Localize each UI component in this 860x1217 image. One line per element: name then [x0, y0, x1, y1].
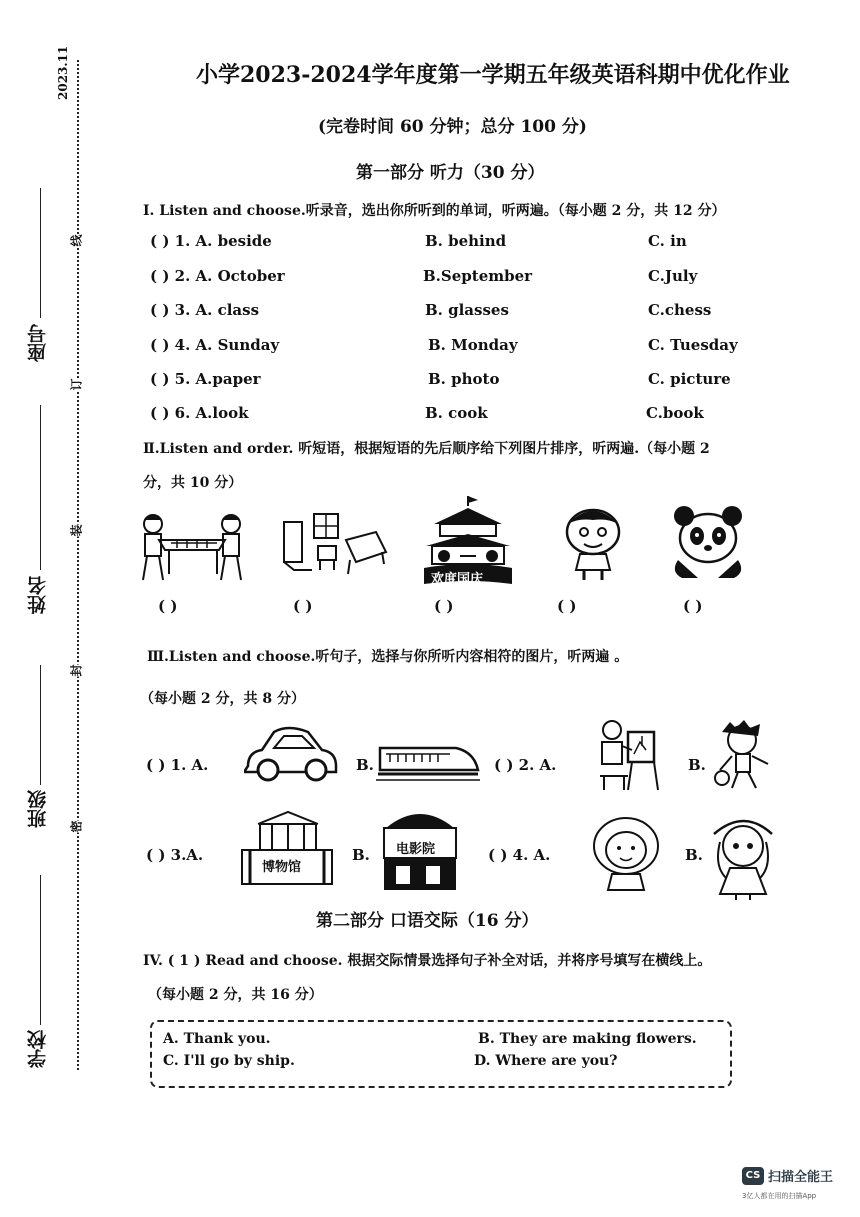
national-day-caption: 欢度国庆 [431, 572, 484, 587]
q4-option-a: ( ) 4. A. Sunday [150, 336, 280, 354]
camscanner-tagline: 3亿人都在用的扫描App [742, 1192, 817, 1200]
q4-option-b: B. Monday [428, 336, 518, 354]
order-blank-1[interactable]: ( ) [158, 597, 178, 615]
section4-points: （每小题 2 分，共 16 分） [148, 987, 323, 1003]
train-icon [376, 728, 480, 784]
order-blank-2[interactable]: ( ) [293, 597, 313, 615]
museum-caption: 博物馆 [262, 856, 301, 875]
section1-instruction: I. Listen and choose.听录音，选出你所听到的单词，听两遍。（每小题 2 分，共 12 分） [143, 203, 726, 219]
q6-option-b: B. cook [425, 404, 488, 422]
section2-instruction: Ⅱ.Listen and order. 听短语，根据短语的先后顺序给下列图片排序，听两遍.（每小题 2 [143, 441, 710, 457]
boy-icon [556, 506, 630, 582]
chess-players-icon [133, 510, 251, 582]
q2-option-a: ( ) 2. A. October [150, 267, 285, 285]
order-blank-5[interactable]: ( ) [683, 597, 703, 615]
camscanner-logo: CS [742, 1167, 764, 1185]
painting-boy-icon [592, 718, 662, 792]
q3-option-c: C.chess [648, 301, 712, 319]
living-room-icon [278, 510, 390, 582]
school-label: 学校 [27, 1030, 49, 1068]
seal-dotted-line [77, 60, 79, 1070]
section3-instruction: Ⅲ.Listen and choose.听句子，选择与你所听内容相符的图片，听两遍 。 [147, 649, 629, 665]
class-label: 班级 [27, 790, 49, 828]
q1-option-b: B. behind [425, 232, 507, 250]
museum-icon [238, 806, 336, 888]
s3-q3-b: B. [352, 846, 370, 864]
s3-q4-b: B. [685, 846, 703, 864]
girl-icon [590, 816, 662, 892]
s3-q4: ( ) 4. A. [488, 846, 551, 864]
seat-number-label: 座号 [27, 324, 49, 362]
class-line [40, 665, 41, 785]
basketball-boy-icon [708, 718, 780, 794]
s3-q1-b: B. [356, 756, 374, 774]
option-c: C. I'll go by ship. [163, 1053, 295, 1069]
school-line [40, 875, 41, 1025]
part1-title: 第一部分 听力（30 分） [356, 163, 545, 183]
q2-option-b: B.September [423, 267, 533, 285]
order-blank-3[interactable]: ( ) [434, 597, 454, 615]
page-subtitle: (完卷时间 60 分钟；总分 100 分) [318, 117, 587, 137]
s3-q1: ( ) 1. A. [146, 756, 209, 774]
seal-char: 装 [69, 524, 84, 537]
option-d: D. Where are you? [474, 1053, 618, 1069]
q6-option-a: ( ) 6. A.look [150, 404, 249, 422]
seat-number-line [40, 188, 41, 318]
seal-char: 线 [69, 234, 84, 247]
q3-option-a: ( ) 3. A. class [150, 301, 260, 319]
q1-option-a: ( ) 1. A. beside [150, 232, 272, 250]
section4-instruction: IV. ( 1 ) Read and choose. 根据交际情景选择句子补全对话，并将序号填写在横线上。 [143, 953, 712, 969]
q2-option-c: C.July [648, 267, 698, 285]
q5-option-b: B. photo [428, 370, 500, 388]
section3-points: （每小题 2 分，共 8 分） [140, 691, 305, 707]
panda-icon [668, 504, 748, 582]
name-line [40, 405, 41, 570]
option-a: A. Thank you. [163, 1031, 271, 1047]
seal-char: 密 [69, 820, 84, 833]
s3-q2: ( ) 2. A. [494, 756, 557, 774]
cinema-caption: 电影院 [396, 842, 436, 857]
car-icon [244, 722, 340, 782]
year-mark: 2023.11 [56, 45, 70, 100]
q1-option-c: C. in [648, 232, 687, 250]
section2-instruction-cont: 分，共 10 分） [143, 475, 243, 491]
s3-q3: ( ) 3.A. [146, 846, 204, 864]
seal-char: 订 [69, 378, 84, 391]
part2-title: 第二部分 口语交际（16 分） [316, 911, 539, 931]
s3-q2-b: B. [688, 756, 706, 774]
q3-option-b: B. glasses [425, 301, 509, 319]
name-label: 姓名 [27, 576, 49, 614]
camscanner-name: 扫描全能王 [768, 1170, 834, 1185]
q5-option-c: C. picture [648, 370, 731, 388]
option-b: B. They are making flowers. [478, 1031, 697, 1047]
q6-option-c: C.book [646, 404, 704, 422]
girl-with-hat-icon [706, 814, 780, 902]
q4-option-c: C. Tuesday [648, 336, 738, 354]
page-title: 小学2023-2024学年度第一学期五年级英语科期中优化作业 [196, 62, 790, 88]
order-blank-4[interactable]: ( ) [557, 597, 577, 615]
seal-char: 封 [69, 664, 84, 677]
q5-option-a: ( ) 5. A.paper [150, 370, 261, 388]
